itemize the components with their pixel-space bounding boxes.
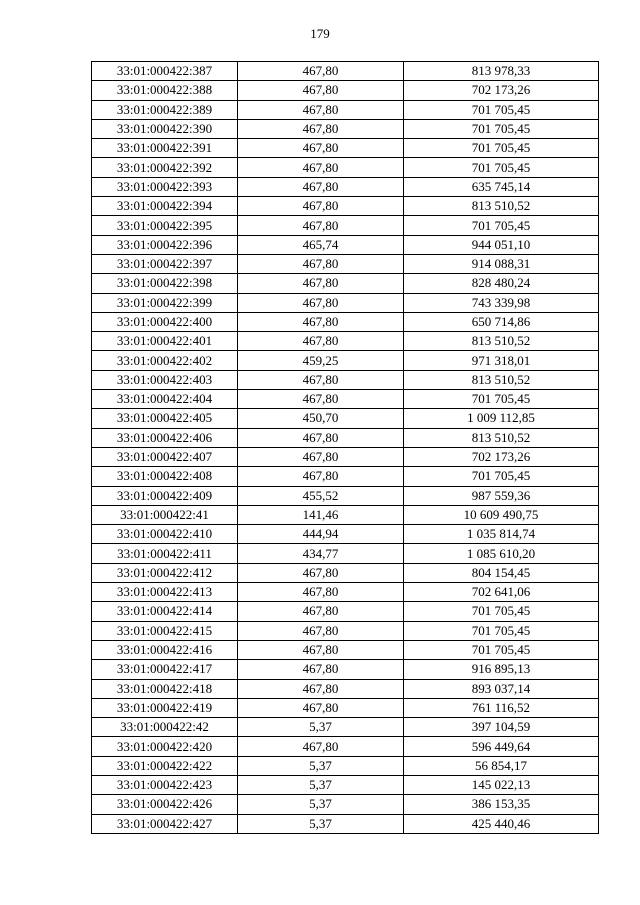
cadastral-number-cell: 33:01:000422:413 — [92, 583, 238, 602]
cadastral-number-cell: 33:01:000422:427 — [92, 814, 238, 833]
cadastral-number-cell: 33:01:000422:411 — [92, 544, 238, 563]
area-cell: 5,37 — [238, 718, 404, 737]
value-cell: 701 705,45 — [404, 139, 599, 158]
cadastral-number-cell: 33:01:000422:412 — [92, 563, 238, 582]
area-cell: 467,80 — [238, 197, 404, 216]
table-row — [92, 679, 599, 698]
value-cell: 804 154,45 — [404, 563, 599, 582]
area-cell: 434,77 — [238, 544, 404, 563]
area-cell: 141,46 — [238, 505, 404, 524]
cadastral-number-cell: 33:01:000422:42 — [92, 718, 238, 737]
table-row — [92, 737, 599, 756]
table-row — [92, 756, 599, 775]
table-row — [92, 197, 599, 216]
value-cell: 425 440,46 — [404, 814, 599, 833]
value-cell: 701 705,45 — [404, 158, 599, 177]
table-row — [92, 216, 599, 235]
table-row — [92, 602, 599, 621]
value-cell: 893 037,14 — [404, 679, 599, 698]
table-row — [92, 640, 599, 659]
value-cell: 701 705,45 — [404, 467, 599, 486]
area-cell: 467,80 — [238, 177, 404, 196]
cadastral-number-cell: 33:01:000422:393 — [92, 177, 238, 196]
table-body — [92, 62, 599, 834]
area-cell: 467,80 — [238, 390, 404, 409]
area-cell: 459,25 — [238, 351, 404, 370]
area-cell: 5,37 — [238, 814, 404, 833]
cadastral-number-cell: 33:01:000422:420 — [92, 737, 238, 756]
table-row — [92, 254, 599, 273]
table-row — [92, 698, 599, 717]
area-cell: 467,80 — [238, 312, 404, 331]
table-row — [92, 370, 599, 389]
area-cell: 467,80 — [238, 679, 404, 698]
value-cell: 1 009 112,85 — [404, 409, 599, 428]
table-row — [92, 409, 599, 428]
value-cell: 650 714,86 — [404, 312, 599, 331]
cadastral-number-cell: 33:01:000422:410 — [92, 525, 238, 544]
cadastral-number-cell: 33:01:000422:403 — [92, 370, 238, 389]
cadastral-number-cell: 33:01:000422:389 — [92, 100, 238, 119]
area-cell: 467,80 — [238, 660, 404, 679]
value-cell: 701 705,45 — [404, 640, 599, 659]
area-cell: 467,80 — [238, 428, 404, 447]
area-cell: 450,70 — [238, 409, 404, 428]
value-cell: 743 339,98 — [404, 293, 599, 312]
area-cell: 467,80 — [238, 737, 404, 756]
cadastral-number-cell: 33:01:000422:391 — [92, 139, 238, 158]
value-cell: 635 745,14 — [404, 177, 599, 196]
value-cell: 944 051,10 — [404, 235, 599, 254]
area-cell: 467,80 — [238, 139, 404, 158]
area-cell: 444,94 — [238, 525, 404, 544]
area-cell: 467,80 — [238, 563, 404, 582]
area-cell: 467,80 — [238, 119, 404, 138]
area-cell: 467,80 — [238, 602, 404, 621]
value-cell: 56 854,17 — [404, 756, 599, 775]
value-cell: 702 641,06 — [404, 583, 599, 602]
table-row — [92, 177, 599, 196]
area-cell: 455,52 — [238, 486, 404, 505]
cadastral-number-cell: 33:01:000422:405 — [92, 409, 238, 428]
cadastral-number-cell: 33:01:000422:402 — [92, 351, 238, 370]
table-row — [92, 718, 599, 737]
table-row — [92, 62, 599, 81]
value-cell: 397 104,59 — [404, 718, 599, 737]
table-row — [92, 119, 599, 138]
table-row — [92, 312, 599, 331]
area-cell: 465,74 — [238, 235, 404, 254]
cadastral-number-cell: 33:01:000422:41 — [92, 505, 238, 524]
area-cell: 5,37 — [238, 775, 404, 794]
cadastral-number-cell: 33:01:000422:404 — [92, 390, 238, 409]
table-row — [92, 505, 599, 524]
table-row — [92, 814, 599, 833]
cadastral-number-cell: 33:01:000422:406 — [92, 428, 238, 447]
cadastral-number-cell: 33:01:000422:426 — [92, 795, 238, 814]
cadastral-number-cell: 33:01:000422:396 — [92, 235, 238, 254]
page-number: 179 — [310, 26, 330, 41]
cadastral-number-cell: 33:01:000422:416 — [92, 640, 238, 659]
value-cell: 813 510,52 — [404, 197, 599, 216]
value-cell: 987 559,36 — [404, 486, 599, 505]
cadastral-number-cell: 33:01:000422:395 — [92, 216, 238, 235]
value-cell: 813 978,33 — [404, 62, 599, 81]
area-cell: 467,80 — [238, 370, 404, 389]
value-cell: 10 609 490,75 — [404, 505, 599, 524]
value-cell: 828 480,24 — [404, 274, 599, 293]
value-cell: 701 705,45 — [404, 602, 599, 621]
value-cell: 701 705,45 — [404, 216, 599, 235]
value-cell: 701 705,45 — [404, 100, 599, 119]
area-cell: 467,80 — [238, 447, 404, 466]
table-row — [92, 563, 599, 582]
value-cell: 702 173,26 — [404, 81, 599, 100]
cadastral-number-cell: 33:01:000422:422 — [92, 756, 238, 775]
area-cell: 467,80 — [238, 216, 404, 235]
cadastral-number-cell: 33:01:000422:397 — [92, 254, 238, 273]
area-cell: 467,80 — [238, 81, 404, 100]
value-cell: 701 705,45 — [404, 119, 599, 138]
cadastral-number-cell: 33:01:000422:390 — [92, 119, 238, 138]
area-cell: 467,80 — [238, 467, 404, 486]
table-row — [92, 332, 599, 351]
cadastral-number-cell: 33:01:000422:414 — [92, 602, 238, 621]
value-cell: 761 116,52 — [404, 698, 599, 717]
value-cell: 813 510,52 — [404, 370, 599, 389]
cadastral-number-cell: 33:01:000422:423 — [92, 775, 238, 794]
cadastral-number-cell: 33:01:000422:388 — [92, 81, 238, 100]
cadastral-number-cell: 33:01:000422:415 — [92, 621, 238, 640]
cadastral-number-cell: 33:01:000422:399 — [92, 293, 238, 312]
value-cell: 1 035 814,74 — [404, 525, 599, 544]
cadastral-number-cell: 33:01:000422:398 — [92, 274, 238, 293]
table-row — [92, 486, 599, 505]
table-row — [92, 795, 599, 814]
cadastral-number-cell: 33:01:000422:401 — [92, 332, 238, 351]
cadastral-number-cell: 33:01:000422:409 — [92, 486, 238, 505]
area-cell: 467,80 — [238, 274, 404, 293]
cadastral-number-cell: 33:01:000422:408 — [92, 467, 238, 486]
value-cell: 813 510,52 — [404, 428, 599, 447]
table-row — [92, 390, 599, 409]
table-row — [92, 235, 599, 254]
value-cell: 813 510,52 — [404, 332, 599, 351]
value-cell: 914 088,31 — [404, 254, 599, 273]
cadastral-number-cell: 33:01:000422:387 — [92, 62, 238, 81]
table-row — [92, 100, 599, 119]
table-row — [92, 139, 599, 158]
table-row — [92, 467, 599, 486]
value-cell: 702 173,26 — [404, 447, 599, 466]
value-cell: 145 022,13 — [404, 775, 599, 794]
area-cell: 467,80 — [238, 583, 404, 602]
area-cell: 467,80 — [238, 254, 404, 273]
area-cell: 5,37 — [238, 795, 404, 814]
area-cell: 5,37 — [238, 756, 404, 775]
table-row — [92, 660, 599, 679]
value-cell: 386 153,35 — [404, 795, 599, 814]
value-cell: 596 449,64 — [404, 737, 599, 756]
table-row — [92, 621, 599, 640]
value-cell: 701 705,45 — [404, 621, 599, 640]
cadastral-number-cell: 33:01:000422:394 — [92, 197, 238, 216]
cadastral-number-cell: 33:01:000422:407 — [92, 447, 238, 466]
area-cell: 467,80 — [238, 158, 404, 177]
cadastral-table — [91, 61, 599, 834]
cadastral-number-cell: 33:01:000422:417 — [92, 660, 238, 679]
table-row — [92, 583, 599, 602]
area-cell: 467,80 — [238, 698, 404, 717]
table-row — [92, 428, 599, 447]
area-cell: 467,80 — [238, 332, 404, 351]
area-cell: 467,80 — [238, 621, 404, 640]
area-cell: 467,80 — [238, 293, 404, 312]
area-cell: 467,80 — [238, 640, 404, 659]
cadastral-number-cell: 33:01:000422:418 — [92, 679, 238, 698]
table-row — [92, 158, 599, 177]
value-cell: 1 085 610,20 — [404, 544, 599, 563]
table-row — [92, 775, 599, 794]
table-row — [92, 544, 599, 563]
cadastral-number-cell: 33:01:000422:400 — [92, 312, 238, 331]
area-cell: 467,80 — [238, 62, 404, 81]
table-row — [92, 525, 599, 544]
value-cell: 916 895,13 — [404, 660, 599, 679]
table-row — [92, 447, 599, 466]
table-row — [92, 351, 599, 370]
value-cell: 701 705,45 — [404, 390, 599, 409]
area-cell: 467,80 — [238, 100, 404, 119]
table-row — [92, 81, 599, 100]
table-row — [92, 293, 599, 312]
cadastral-number-cell: 33:01:000422:392 — [92, 158, 238, 177]
value-cell: 971 318,01 — [404, 351, 599, 370]
cadastral-number-cell: 33:01:000422:419 — [92, 698, 238, 717]
table-row — [92, 274, 599, 293]
